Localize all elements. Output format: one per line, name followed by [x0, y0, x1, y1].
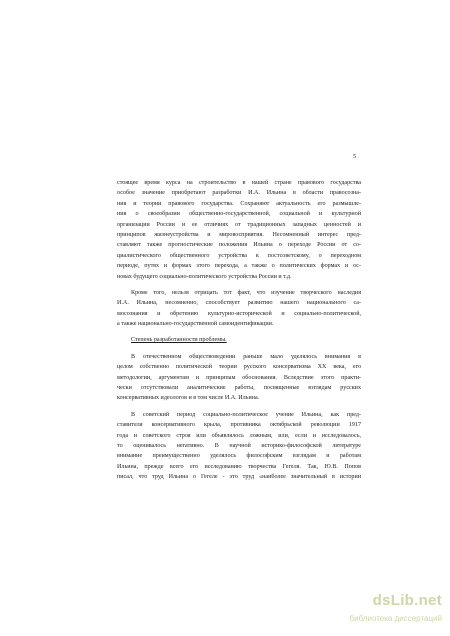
watermark-logo: dsLib.net: [372, 592, 442, 609]
text-line: организации России и ее отличиях от традиционных западных ценностей и: [117, 221, 361, 228]
document-body: [117, 178, 361, 483]
text-line: мосознания и обретению культурно-исторической и социально-политической,: [117, 310, 361, 317]
section-heading: Степень разработанности проблемы.: [131, 337, 227, 344]
section-heading-block: [117, 335, 361, 345]
text-line: писал, что труд Ильина о Гегеле - это труд «наиболее значительный в истории: [117, 474, 361, 481]
text-line: консервативных идеологов и в том числе И.А. Ильина.: [117, 395, 260, 402]
text-line: чески отсутствовали аналитические работы, посвященные взглядам русских: [117, 385, 361, 392]
paragraph-1: [117, 178, 361, 282]
text-line: И.А. Ильина, несомненно, способствует развитию нашего национального са-: [117, 300, 361, 307]
watermark: [332, 592, 442, 628]
watermark-subtitle: библиотека диссертаций: [349, 614, 442, 623]
text-line: ния о своеобразии общественно-государственной, социальной и культурной: [117, 211, 361, 218]
text-line: ставляют также прогностические положения Ильина о переходе России от со-: [117, 242, 361, 249]
text-line: стоящее время курса на строительство в нашей стране правового государства: [117, 180, 361, 186]
text-line: ния и теории правового государства. Сохраняют актуальность его размышле-: [117, 200, 361, 207]
text-line: ставителя консервативного крыла, противника октябрьской революции 1917: [117, 422, 361, 429]
text-line: внимание преимущественно уделялось философским взглядам и работам: [117, 453, 361, 460]
text-line: новах будущего социально-политического устройства России и т.д.: [117, 273, 292, 280]
paragraph-3: [117, 352, 361, 404]
text-line: года и советского строя или объявлялось ложным, или, если и исследовалось,: [117, 432, 361, 439]
text-line: а также национально-государственной самоидентификации.: [117, 321, 274, 328]
text-line: В советский период социально-политическое учение Ильина, как пред-: [131, 411, 361, 418]
text-line: циалистического общественного устройства к постсоветскому, о переходном: [117, 252, 361, 259]
text-line: то оценивалось негативно. В научной историко-философской литературе: [117, 442, 361, 449]
text-line: В отечественном обществоведении раньше мало уделялось внимания в: [131, 353, 361, 360]
text-line: периоде, путях и формах этого перехода, а также о политических формах и ос-: [117, 263, 361, 270]
paragraph-2: [117, 288, 361, 330]
page-number: 5: [353, 154, 356, 160]
text-line: Ильина, прежде всего его исследованию творчества Гегеля. Так, Ю.В. Попов: [117, 463, 361, 470]
paragraph-4: [117, 410, 361, 483]
text-line: особое значение приобретают разработки И.А. Ильина в области правосозна-: [117, 190, 361, 197]
text-line: методологии, аргументам и принципам обоснования. Вследствие этого практи-: [117, 374, 361, 381]
text-line: целом собственно политической теории русского консерватизма XX века, его: [117, 364, 361, 371]
text-line: принципов жизнеустройства и мировосприятия. Несомненный интерес пред-: [117, 231, 361, 238]
text-line: Кроме того, нельзя отрицать тот факт, что изучение творческого наследия: [131, 289, 361, 296]
